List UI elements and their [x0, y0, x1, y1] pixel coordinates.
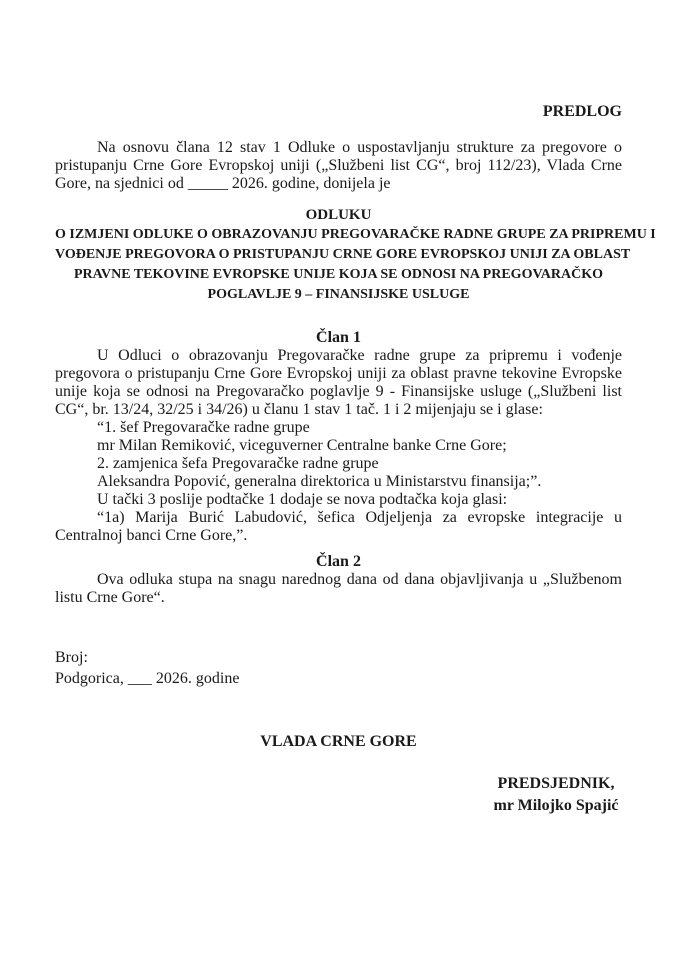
article-1-line: “1. šef Pregovaračke radne grupe	[97, 419, 310, 436]
article-1-heading: Član 1	[316, 329, 361, 346]
signature-block	[490, 773, 622, 817]
article-2-paragraph: Ova odluka stupa na snagu narednog dana od dana objavljivanja u „Službenom listu Crne Gore“.	[55, 571, 622, 606]
number-label: Broj:	[55, 649, 88, 666]
decision-title-line: POGLAVLJE 9 – FINANSIJSKE USLUGE	[207, 287, 470, 302]
article-1-line: Aleksandra Popović, generalna direktorica u Ministarstvu finansija;”.	[97, 473, 542, 490]
draft-tag: PREDLOG	[542, 103, 622, 120]
decision-title-line: O IZMJENI ODLUKE O OBRAZOVANJU PREGOVARAČKE RADNE GRUPE ZA PRIPREMU I	[55, 227, 656, 242]
article-2-heading: Član 2	[316, 553, 361, 570]
article-1-line: 2. zamjenica šefa Pregovaračke radne grupe	[97, 455, 379, 472]
article-1-addition-paragraph: “1a) Marija Burić Labudović, šefica Odjeljenja za evropske integracije u Centralnoj banci Crne Gore,”.	[55, 509, 622, 544]
document-meta	[55, 647, 622, 689]
signer-title: PREDSJEDNIK,	[497, 775, 615, 792]
article-1-line: U tački 3 poslije podtačke 1 dodaje se nova podtačka koja glasi:	[97, 491, 508, 508]
signer-name: mr Milojko Spajić	[493, 797, 619, 814]
decision-title: ODLUKU	[305, 207, 372, 223]
decision-title-line: VOĐENJE PREGOVORA O PRISTUPANJU CRNE GORE EVROPSKOJ UNIJI ZA OBLAST	[55, 247, 631, 262]
issuer-name: VLADA CRNE GORE	[260, 733, 417, 750]
decision-title-line: PRAVNE TEKOVINE EVROPSKE UNIJE KOJA SE ODNOSI NA PREGOVARAČKO	[74, 267, 603, 282]
article-1-paragraph: U Odluci o obrazovanju Pregovaračke radne grupe za pripremu i vođenje pregovora o pristupanju Crne Gore Evropskoj uniji za oblast pravne tekovine Evropske unije koja se odnosi na Pregovaračko poglavlje 9 - Finansijske usluge („Službeni list CG“, br. 13/24, 32/25 i 34/26) u članu 1 stav 1 tač. 1 i 2 mijenjaju se i glase:	[55, 347, 622, 418]
decision-title-block	[55, 205, 656, 305]
article-1-line: mr Milan Remiković, viceguverner Centralne banke Crne Gore;	[97, 437, 507, 454]
preamble-paragraph: Na osnovu člana 12 stav 1 Odluke o uspostavljanju strukture za pregovore o pristupanju Crne Gore Evropskoj uniji („Službeni list CG“, broj 112/23), Vlada Crne Gore, na sjednici od _____ 2026. godine, donijela je	[55, 139, 622, 192]
place-date-line: Podgorica, ___ 2026. godine	[55, 670, 240, 687]
